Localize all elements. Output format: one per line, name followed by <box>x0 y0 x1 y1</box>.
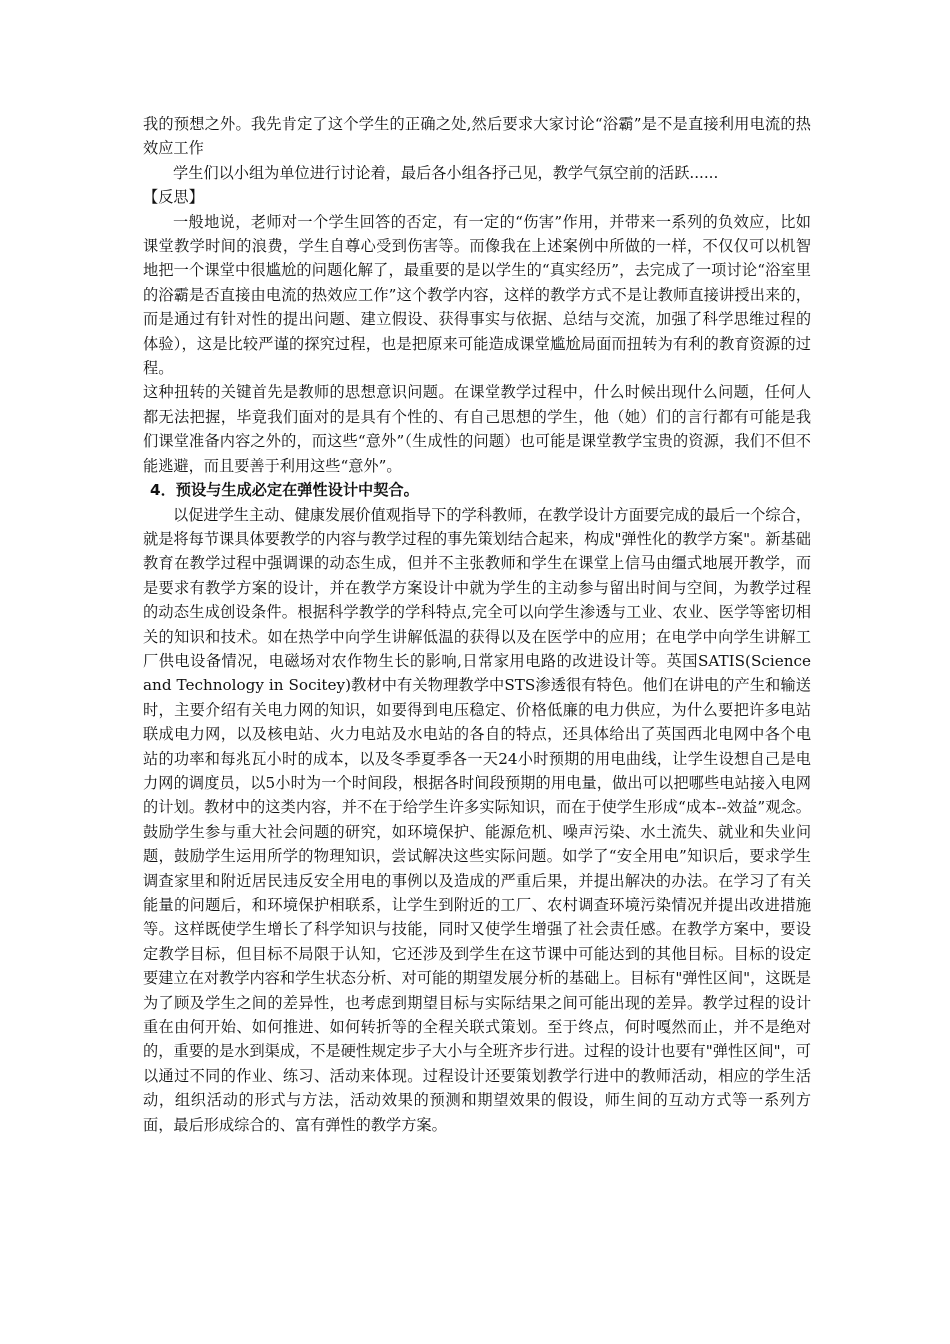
document-page <box>143 112 811 1137</box>
paragraph-discussion: 学生们以小组为单位进行讨论着，最后各小组各抒己见，教学气氛空前的活跃...... <box>173 163 719 182</box>
paragraph-key-point: 这种扭转的关键首先是教师的思想意识问题。在课堂教学过程中，什么时候出现什么问题，任何人都无法把握，毕竟我们面对的是具有个性的、有自己思想的学生，他（她）们的言行都有可能是我们课堂准备内容之外的，而这些“意外”（生成性的问题）也可能是课堂教学宝贵的资源，我们不但不能逃避，而且要善于利用这些“意外”。 <box>143 383 811 475</box>
paragraph-elastic-design: 以促进学生主动、健康发展价值观指导下的学科教师，在教学设计方面要完成的最后一个综合，就是将每节课具体要教学的内容与教学过程的事先策划结合起来，构成"弹性化的教学方案"。新基础教育在教学过程中强调课的动态生成，但并不主张教师和学生在课堂上信马由缰式地展开教学，而是要求有教学方案的设计，并在教学方案设计中就为学生的主动参与留出时间与空间，为教学过程的动态生成创设条件。根据科学教学的学科特点,完全可以向学生渗透与工业、农业、医学等密切相关的知识和技术。如在热学中向学生讲解低温的获得以及在医学中的应用；在电学中向学生讲解工厂供电设备情况，电磁场对农作物生长的影响,日常家用电路的改进设计等。英国SATIS(Science and Technology in Socitey)教材中有关物理教学中STS渗透很有特色。他们在讲电的产生和输送时，主要介绍有关电力网的知识，如要得到电压稳定、价格低廉的电力供应，为什么要把许多电站联成电力网，以及核电站、火力电站及水电站的各自的特点，还具体给出了英国西北电网中各个电站的功率和每兆瓦小时的成本，以及冬季夏季各一天24小时预期的用电曲线，让学生设想自己是电力网的调度员，以5小时为一个时间段，根据各时间段预期的用电量，做出可以把哪些电站接入电网的计划。教材中的这类内容，并不在于给学生许多实际知识，而在于使学生形成“成本--效益”观念。鼓励学生参与重大社会问题的研究，如环境保护、能源危机、噪声污染、水土流失、就业和失业问题，鼓励学生运用所学的物理知识，尝试解决这些实际问题。如学了“安全用电”知识后，要求学生调查家里和附近居民违反安全用电的事例以及造成的严重后果，并提出解决的办法。在学习了有关能量的问题后，和环境保护相联系，让学生到附近的工厂、农村调查环境污染情况并提出改进措施等。这样既使学生增长了科学知识与技能，同时又使学生增强了社会责任感。在教学方案中，要设定教学目标，但目标不局限于认知，它还涉及到学生在这节课中可能达到的其他目标。目标的设定要建立在对教学内容和学生状态分析、对可能的期望发展分析的基础上。目标有"弹性区间"，这既是为了顾及学生之间的差异性，也考虑到期望目标与实际结果之间可能出现的差异。教学过程的设计重在由何开始、如何推进、如何转折等的全程关联式策划。至于终点，何时嘎然而止，并不是绝对的，重要的是水到渠成，不是硬性规定步子大小与全班齐步行进。过程的设计也要有"弹性区间"，可以通过不同的作业、练习、活动来体现。过程设计还要策划教学行进中的教师活动，相应的学生活动，组织活动的形式与方法，活动效果的预测和期望效果的假设，师生间的互动方式等一系列方面，最后形成综合的、富有弹性的教学方案。 <box>143 505 811 1134</box>
section-title: 预设与生成必定在弹性设计中契合。 <box>175 481 419 500</box>
paragraph-reflection: 一般地说，老师对一个学生回答的否定，有一定的“伤害”作用，并带来一系列的负效应，比如课堂教学时间的浪费，学生自尊心受到伤害等。而像我在上述案例中所做的一样，不仅仅可以机智地把一个课堂中很尴尬的问题化解了，最重要的是以学生的“真实经历”，去完成了一项讨论“浴室里的浴霸是否直接由电流的热效应工作”这个教学内容，这样的教学方式不是让教师直接讲授出来的，而是通过有针对性的提出问题、建立假设、获得事实与依据、总结与交流，加强了科学思维过程的体验），这是比较严谨的探究过程，也是把原来可能造成课堂尴尬局面而扭转为有利的教育资源的过程。 <box>143 212 811 378</box>
reflection-heading: 【反思】 <box>143 188 204 207</box>
section-number: 4． <box>150 481 176 500</box>
section-heading-4 <box>143 478 811 502</box>
paragraph-continuation: 我的预想之外。我先肯定了这个学生的正确之处,然后要求大家讨论“浴霸”是不是直接利用电流的热效应工作 <box>143 115 811 158</box>
